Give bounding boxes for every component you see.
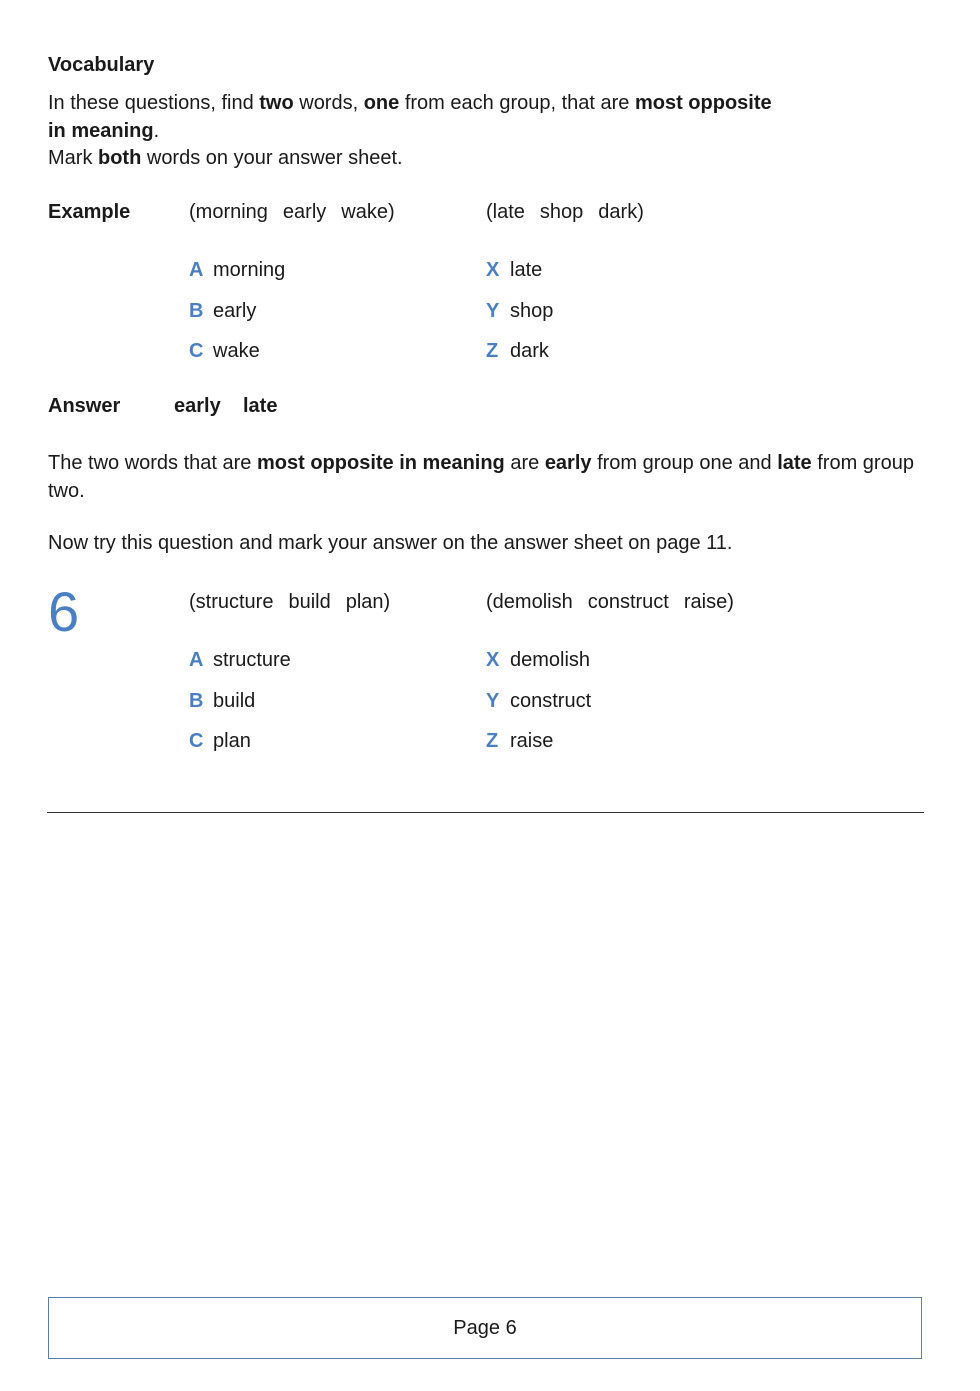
question-option-b[interactable]: B build <box>189 690 256 712</box>
question-option-x[interactable]: X demolish <box>486 649 591 671</box>
example-group-2: (late shop dark) <box>486 201 644 223</box>
example-option-a[interactable]: A morning <box>189 259 286 281</box>
question-group-1: (structure build plan) <box>189 591 391 613</box>
example-option-b[interactable]: B early <box>189 300 257 322</box>
question-option-z[interactable]: Z raise <box>486 730 554 752</box>
example-option-x[interactable]: X late <box>486 259 543 281</box>
section-divider <box>47 812 924 813</box>
section-title: Vocabulary <box>48 54 155 76</box>
example-option-c[interactable]: C wake <box>189 340 260 362</box>
explanation-text: The two words that are most opposite in meaning are early from group one and late from group two. <box>48 452 914 502</box>
instruction-line-3: Mark both words on your answer sheet. <box>48 147 403 169</box>
page-number: Page 6 <box>453 1316 517 1339</box>
answer-word-1: early <box>174 395 221 417</box>
now-try-instruction: Now try this question and mark your answer on the answer sheet on page 11. <box>48 532 733 554</box>
answer-word-2: late <box>243 395 278 417</box>
question-option-c[interactable]: C plan <box>189 730 251 752</box>
page-footer <box>48 1297 922 1359</box>
example-group-1: (morning early wake) <box>189 201 395 223</box>
question-option-a[interactable]: A structure <box>189 649 291 671</box>
example-label: Example <box>48 201 131 223</box>
instruction-line-1: In these questions, find two words, one from each group, that are most opposite <box>48 92 772 114</box>
question-number: 6 <box>48 580 80 643</box>
instructions <box>48 90 908 173</box>
example-option-y[interactable]: Y shop <box>486 300 554 322</box>
instruction-line-2: in meaning. <box>48 119 160 142</box>
question-option-y[interactable]: Y construct <box>486 690 592 712</box>
example-option-z[interactable]: Z dark <box>486 340 549 362</box>
answer-label: Answer <box>48 395 121 417</box>
question-group-2: (demolish construct raise) <box>486 591 734 613</box>
